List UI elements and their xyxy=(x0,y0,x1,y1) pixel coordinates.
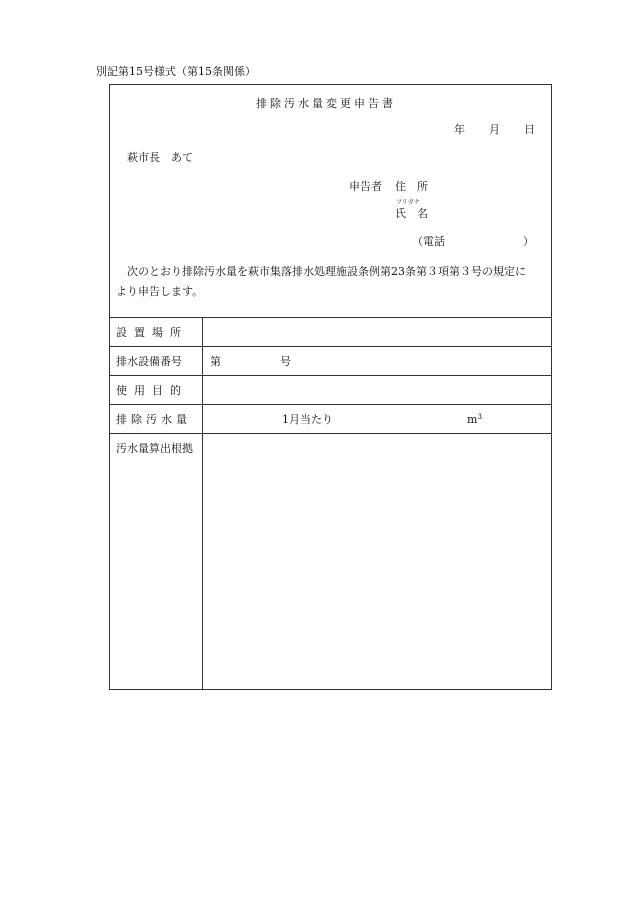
row-label-drainage-number: 排水設備番号 xyxy=(116,355,182,368)
address-label: 住 所 xyxy=(395,180,428,193)
phone-open: （電話 xyxy=(412,235,445,248)
furigana-label: フリガナ xyxy=(396,199,420,206)
addressee: 萩市長 あて xyxy=(127,151,193,164)
form-box xyxy=(109,84,552,690)
body-text-line-1: 次のとおり排除汚水量を萩市集落排水処理施設条例第23条第３項第３号の規定に xyxy=(127,265,526,278)
discharge-unit-superscript: 3 xyxy=(477,413,482,421)
table-row-divider xyxy=(110,433,551,434)
row-label-discharge-volume: 排除汚水量 xyxy=(116,413,191,426)
row-label-purpose: 使用目的 xyxy=(116,384,188,397)
discharge-unit-base: m xyxy=(467,413,478,426)
date-month-label: 月 xyxy=(489,123,500,136)
discharge-per-month-label: 1月当たり xyxy=(282,413,333,426)
table-column-divider xyxy=(202,317,203,689)
applicant-label: 申告者 xyxy=(349,180,382,193)
row-label-installation-site: 設置場所 xyxy=(116,326,188,339)
name-label: 氏 名 xyxy=(395,207,428,220)
form-title: 排除汚水量変更申告書 xyxy=(256,97,396,110)
phone-close: ） xyxy=(523,235,534,248)
drainage-number-prefix: 第 xyxy=(210,355,221,368)
table-top-border xyxy=(110,317,551,318)
table-row-divider xyxy=(110,404,551,405)
discharge-unit xyxy=(467,414,482,425)
date-year-label: 年 xyxy=(454,123,465,136)
body-text-line-2: より申告します。 xyxy=(116,285,204,298)
table-row-divider xyxy=(110,375,551,376)
drainage-number-suffix: 号 xyxy=(280,355,291,368)
date-day-label: 日 xyxy=(524,123,535,136)
form-label: 別記第15号様式（第15条関係） xyxy=(96,65,256,78)
row-label-calculation-basis: 汚水量算出根拠 xyxy=(116,442,193,455)
table-row-divider xyxy=(110,346,551,347)
